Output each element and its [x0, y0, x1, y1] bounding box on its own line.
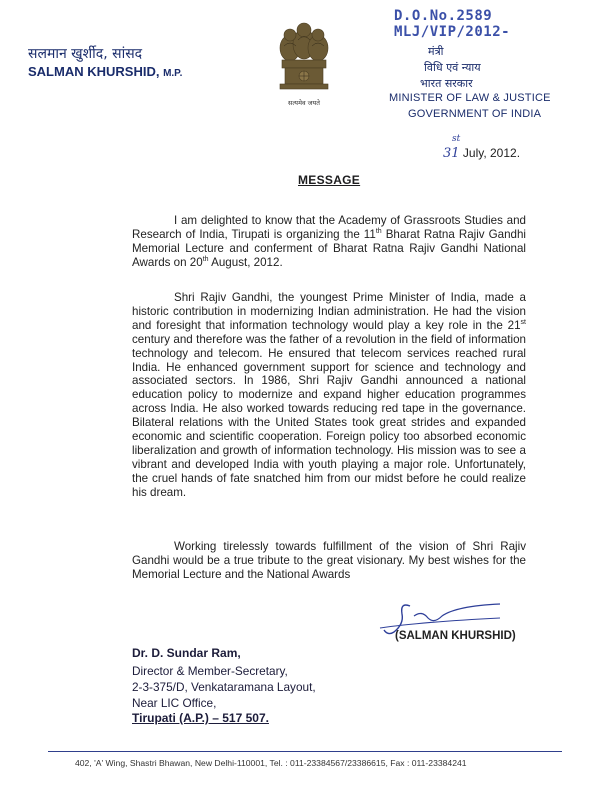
sender-suffix: M.P. — [163, 68, 183, 79]
addressee-name: Dr. D. Sundar Ram, — [132, 646, 241, 660]
date-day: 31 — [443, 146, 460, 161]
date-month-year: July, 2012. — [462, 146, 521, 160]
letter-date — [443, 134, 521, 161]
addressee-designation: Director & Member-Secretary, — [132, 664, 288, 678]
footer-divider — [48, 751, 562, 752]
paragraph-2: Shri Rajiv Gandhi, the youngest Prime Minister of India, made a historic contribution in modernizing Indian administration. He had the vision and foresight that information technology would play a key role in the 21st century and therefore was the father of a revolution in the field of information technology and telecom. He ensured that telecom services reached rural India. He enhanced government support for science and technology and associated sectors. In 1986, Shri Rajiv Gandhi announced a national education policy to modernize and expand higher education programmes across India. He also worked towards reducing red tape in the governance. Bilateral relations with the United States took great strides and expanded economic and scientific cooperation. Foreign policy too absorbed economic liberalization and growth of information technology. His mission was to see a vibrant and developed India with youth playing a major role. Unfortunately, the cruel hands of fate snatched him from our midst before he could realize his dream. — [132, 291, 526, 499]
footer-address: 402, 'A' Wing, Shastri Bhawan, New Delhi-110001, Tel. : 011-23384567/23386615, Fax : 011-23384241 — [75, 758, 467, 768]
addressee-landmark: Near LIC Office, — [132, 696, 217, 710]
paragraph-1: I am delighted to know that the Academy of Grassroots Studies and Research of India, Tirupati is organizing the 11th Bharat Ratna Rajiv Gandhi Memorial Lecture and conferment of Bharat Ratna Rajiv Gandhi National Awards on 20th August, 2012. — [132, 214, 526, 269]
message-heading: MESSAGE — [298, 173, 361, 187]
sender-name-hindi: सलमान खुर्शीद, सांसद — [28, 46, 143, 62]
title-hindi-government: भारत सरकार — [420, 77, 473, 90]
title-hindi-minister: मंत्री — [428, 45, 444, 58]
addressee-city: Tirupati (A.P.) – 517 507. — [132, 711, 269, 725]
date-day-suffix: st — [452, 134, 461, 144]
addressee-street: 2-3-375/D, Venkataramana Layout, — [132, 680, 316, 694]
sender-name: SALMAN KHURSHID, — [28, 64, 160, 79]
minister-title: MINISTER OF LAW & JUSTICE — [389, 92, 551, 104]
sender-name-english — [28, 64, 182, 79]
emblem-motto: सत्यमेव जयते — [288, 99, 320, 107]
reference-number-stamp: D.O.No.2589 MLJ/VIP/2012- — [394, 8, 511, 40]
national-emblem-icon — [270, 18, 338, 100]
government-title: GOVERNMENT OF INDIA — [408, 108, 542, 120]
title-hindi-law-justice: विधि एवं न्याय — [424, 61, 481, 74]
signatory-name: (SALMAN KHURSHID) — [395, 630, 516, 642]
paragraph-3: Working tirelessly towards fulfillment of the vision of Shri Rajiv Gandhi would be a true tribute to the great visionary. My best wishes for the Memorial Lecture and the National Awards — [132, 540, 526, 581]
